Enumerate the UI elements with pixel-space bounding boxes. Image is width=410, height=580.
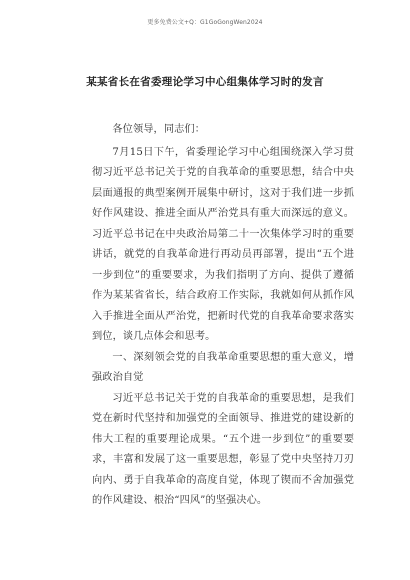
- section-paragraph: 习近平总书记关于党的自我革命的重要思想，是我们党在新时代坚持和加强党的全面领导、推进党的建设新的伟大工程的重要理论成果。“五个进一步到位”的重要要求，丰富和发展了这一重要思想，彰显了党中央坚持刀刃向内、勇于自我革命的高度自觉，体现了锲而不舍加强党的作风建设、根治“四风”的坚强决心。: [92, 392, 354, 506]
- document-body: [92, 120, 354, 512]
- intro-paragraph: 7月15日下午，省委理论学习中心组围绕深入学习贯彻习近平总书记关于党的自我革命的重要思想，结合中央层面通报的典型案例开展集中研讨，这对于我们进一步抓好作风建设、推进全面从严治党具有重大而深远的意义。习近平总书记在中央政治局第二十一次集体学习时的重要讲话，就党的自我革命进行再动员再部署，提出“五个进一步到位”的重要要求，为我们指明了方向、提供了遵循作为某某省省长，结合政府工作实际，我就如何从抓作风入手推进全面从严治党，把新时代党的自我革命要求落实到位，谈几点体会和思考。: [92, 146, 354, 342]
- header-note: 更多免费公文+Q：G1GoGongWen2024: [147, 19, 263, 26]
- salutation: 各位领导，同志们：: [112, 124, 205, 135]
- section-heading: 一、深刻领会党的自我革命重要思想的重大意义，增强政治自觉: [92, 351, 354, 383]
- document-title: 某某省长在省委理论学习中心组集体学习时的发言: [86, 76, 324, 88]
